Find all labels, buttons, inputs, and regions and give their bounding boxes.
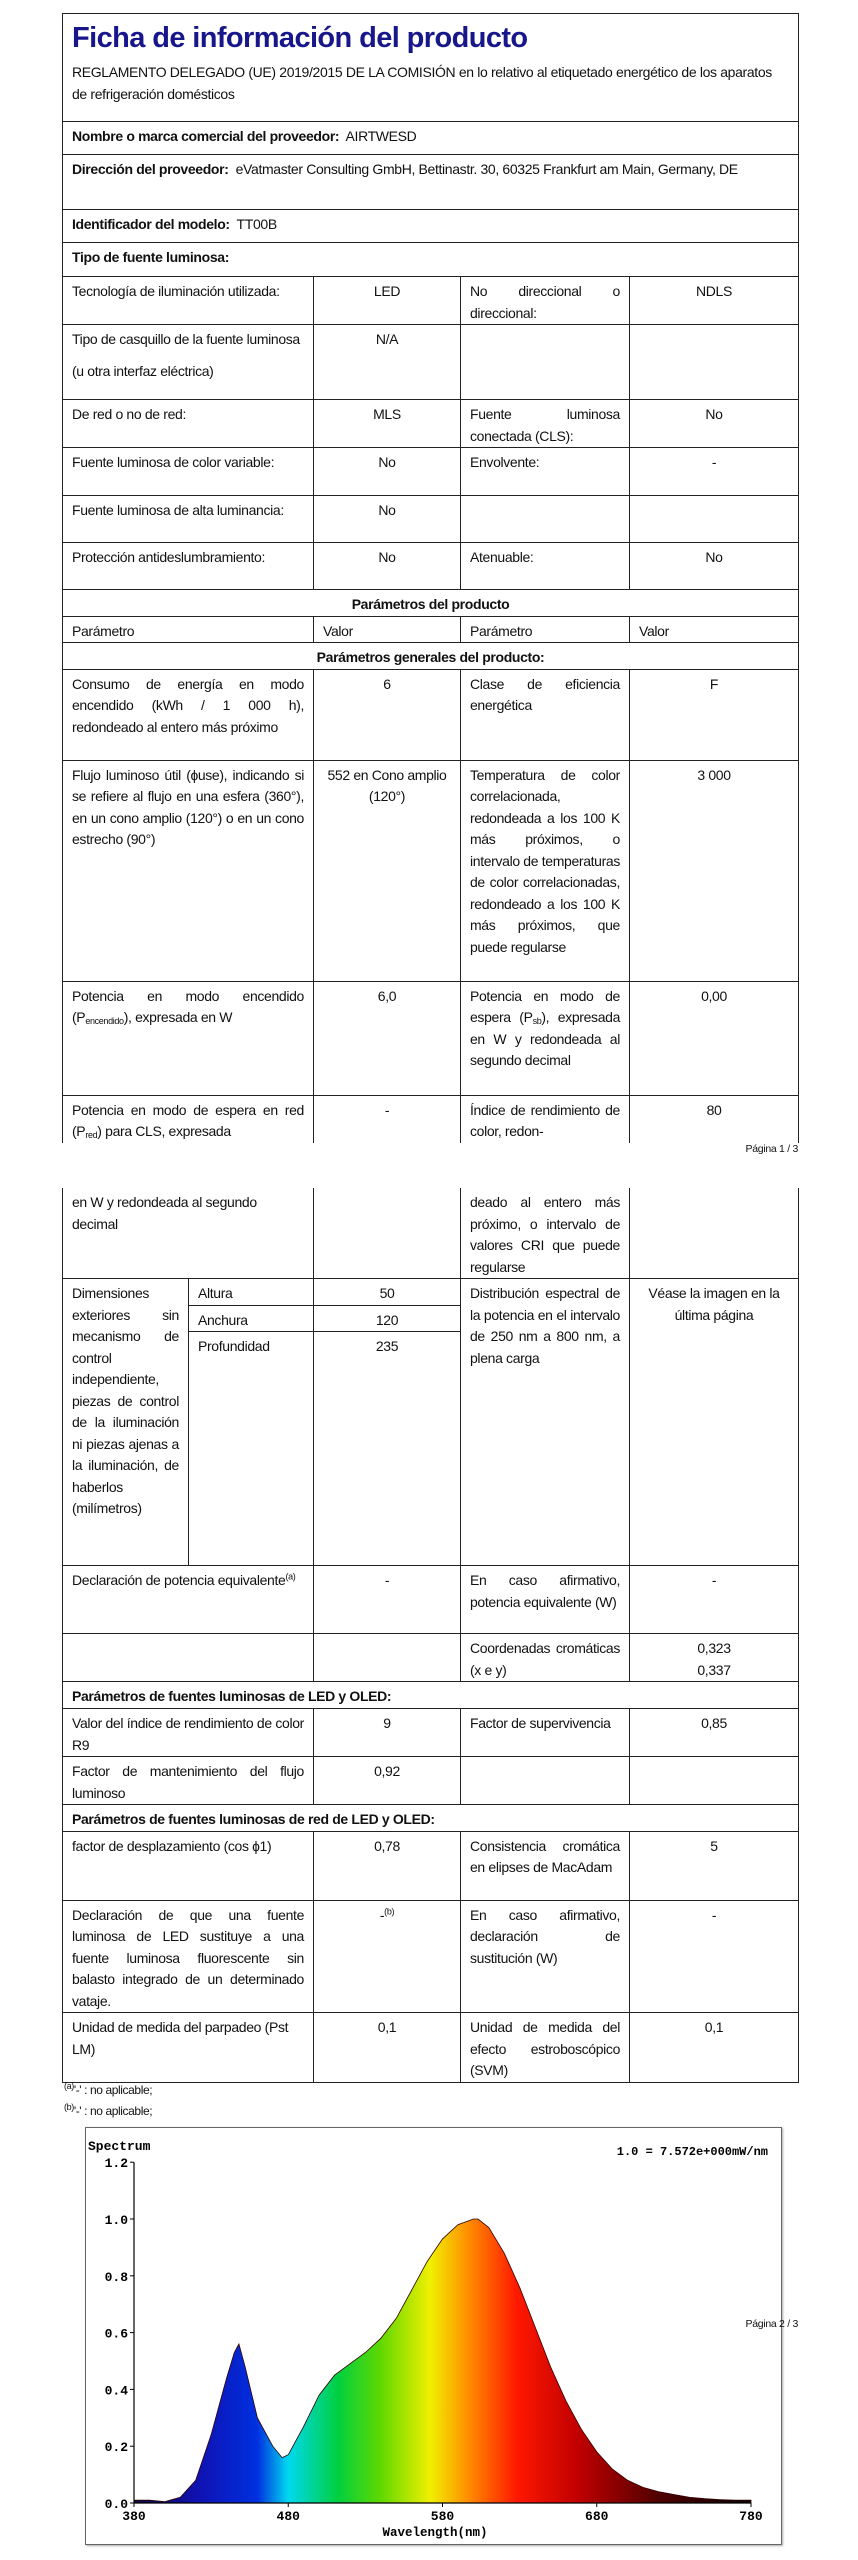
param-value: No: [314, 496, 461, 543]
table-row: [63, 1757, 799, 1805]
param-value: 0,85: [630, 1709, 799, 1757]
dimension-label: Altura: [189, 1279, 314, 1306]
model-row: [63, 210, 799, 243]
model-identifier: TT00B: [236, 216, 277, 232]
param-label: Factor de supervivencia: [461, 1709, 630, 1757]
label-subscript: encendido: [85, 1016, 124, 1026]
param-value: No: [630, 400, 799, 448]
dimension-label: Profundidad: [189, 1332, 314, 1566]
param-label: deado al entero más próximo, o intervalo de valores CRI que puede regularse: [461, 1188, 630, 1279]
column-header: Parámetro: [63, 616, 314, 643]
param-label: Consistencia cromática en elipses de MacAdam: [461, 1831, 630, 1900]
y-tick-label: 0.4: [104, 2383, 128, 2399]
model-label: Identificador del modelo:: [72, 216, 230, 232]
table-row: [63, 448, 799, 496]
param-label: [63, 1095, 314, 1143]
param-value: NDLS: [630, 277, 799, 325]
footnote-ref: (b): [384, 1905, 395, 1916]
param-label: Unidad de medida del efecto estroboscópico (SVM): [461, 2013, 630, 2083]
param-label: Envolvente:: [461, 448, 630, 496]
value-text: -: [379, 1906, 385, 1923]
param-value: F: [630, 669, 799, 760]
empty-cell: [630, 325, 799, 400]
supplier-name: AIRTWESD: [345, 128, 417, 144]
footnote-marker: (a): [64, 2081, 74, 2091]
param-label: Protección antideslumbramiento:: [63, 543, 314, 590]
general-params-heading: Parámetros generales del producto:: [63, 643, 799, 670]
table-row: [63, 1900, 799, 2013]
column-headers: [63, 616, 799, 643]
table-row: [63, 1709, 799, 1757]
param-note: (u otra interfaz eléctrica): [72, 362, 214, 379]
y-tick-label: 0.8: [104, 2269, 128, 2285]
y-tick-label: 1.2: [104, 2156, 128, 2172]
param-label: Unidad de medida del parpadeo (Pst LM): [63, 2013, 314, 2083]
column-header: Valor: [630, 616, 799, 643]
table-row: [63, 1634, 799, 1682]
param-value: 552 en Cono amplio (120°): [314, 760, 461, 981]
param-label: No direccional o direccional:: [461, 277, 630, 325]
empty-cell: [461, 496, 630, 543]
param-label: Coordenadas cromáticas (x e y): [461, 1634, 630, 1682]
param-value: -: [630, 1900, 799, 2013]
param-label: En caso afirmativo, declaración de sustitución (W): [461, 1900, 630, 2013]
label-text: Potencia en modo de espera en red (P: [72, 1101, 304, 1139]
regulation-text: REGLAMENTO DELEGADO (UE) 2019/2015 DE LA COMISIÓN en lo relativo al etiquetado energético de los aparatos de refrigeración domésticos: [72, 64, 772, 102]
param-label: Factor de mantenimiento del flujo luminoso: [63, 1757, 314, 1805]
chart-annotation: 1.0 = 7.572e+000mW/nm: [616, 2145, 768, 2159]
param-value: -: [630, 448, 799, 496]
table-row: [63, 277, 799, 325]
chromaticity-y: 0,337: [697, 1661, 731, 1678]
table-row: [63, 543, 799, 590]
param-value: No: [314, 448, 461, 496]
param-value: Véase la imagen en la última página: [630, 1279, 799, 1566]
spectrum-area: [134, 2219, 751, 2503]
empty-cell: [63, 1634, 314, 1682]
param-label: Distribución espectral de la potencia en el intervalo de 250 nm a 800 nm, a plena carga: [461, 1279, 630, 1566]
y-tick-label: 0.2: [104, 2440, 128, 2456]
page-number: Página 2 / 3: [745, 2318, 798, 2330]
param-label: Fuente luminosa de color variable:: [63, 448, 314, 496]
page-number: Página 1 / 3: [745, 1143, 798, 1155]
param-value: 9: [314, 1709, 461, 1757]
empty-cell: [314, 1188, 461, 1279]
table-row: [63, 1095, 799, 1143]
y-tick-label: 0.6: [104, 2326, 128, 2342]
footnote-text: '-' : no aplicable;: [73, 2083, 153, 2097]
table-row: [63, 496, 799, 543]
y-tick-label: 0.0: [104, 2497, 128, 2512]
param-label: Consumo de energía en modo encendido (kWh / 1 000 h), redondeado al entero más próximo: [63, 669, 314, 760]
param-label: factor de desplazamiento (cos ɸ1): [63, 1831, 314, 1900]
param-value: N/A: [314, 325, 461, 400]
param-label: Índice de rendimiento de color, redon-: [461, 1095, 630, 1143]
param-value: 0,1: [314, 2013, 461, 2083]
table-row: [63, 1188, 799, 1279]
param-label: Tecnología de iluminación utilizada:: [63, 277, 314, 325]
x-tick-label: 480: [276, 2509, 300, 2524]
supplier-address-row: [63, 155, 799, 210]
param-label: Dimensiones exteriores sin mecanismo de control independiente, piezas de control de la iluminación ni piezas ajenas a la iluminación, de haberlos (milímetros): [63, 1279, 189, 1566]
label-text: ), expresada en W: [123, 1009, 233, 1025]
footnote-text: '-' : no aplicable;: [73, 2104, 153, 2118]
param-value: [314, 1900, 461, 2013]
footnote: [64, 2104, 152, 2118]
label-text: Potencia en modo encendido (P: [72, 987, 304, 1025]
table-row: [63, 1279, 799, 1306]
param-label: De red o no de red:: [63, 400, 314, 448]
footnote-marker: (b): [64, 2102, 74, 2112]
table-row: [63, 669, 799, 760]
led-params-heading: Parámetros de fuentes luminosas de LED y OLED:: [63, 1682, 799, 1709]
param-label: Clase de eficiencia energética: [461, 669, 630, 760]
param-label: Flujo luminoso útil (ɸuse), indicando si se refiere al flujo en una esfera (360°), en un cono amplio (120°) o en un cono estrecho (90°): [63, 760, 314, 981]
param-value: 6,0: [314, 981, 461, 1095]
param-label: Fuente luminosa conectada (CLS):: [461, 400, 630, 448]
footnote-ref: (a): [285, 1571, 296, 1582]
param-value: LED: [314, 277, 461, 325]
param-value: 0,1: [630, 2013, 799, 2083]
product-params-heading: Parámetros del producto: [63, 590, 799, 617]
table-row: [63, 1831, 799, 1900]
supplier-name-label: Nombre o marca comercial del proveedor:: [72, 128, 340, 144]
empty-cell: [630, 1188, 799, 1279]
param-value: -: [314, 1095, 461, 1143]
param-value: 0,00: [630, 981, 799, 1095]
spectrum-chart: [85, 2127, 782, 2545]
param-label: Valor del índice de rendimiento de color R9: [63, 1709, 314, 1757]
dimension-value: 120: [314, 1305, 461, 1332]
param-value: [630, 1634, 799, 1682]
chromaticity-x: 0,323: [697, 1640, 731, 1656]
label-text: ) para CLS, expresada: [97, 1123, 231, 1139]
supplier-address-label: Dirección del proveedor:: [72, 161, 229, 177]
product-sheet-page-1: [62, 13, 799, 1143]
empty-cell: [630, 1757, 799, 1805]
chart-title: Spectrum: [88, 2139, 151, 2154]
supplier-name-row: [63, 122, 799, 155]
x-tick-label: 580: [430, 2509, 455, 2524]
footnote: [64, 2083, 152, 2097]
empty-cell: [461, 1757, 630, 1805]
x-tick-label: 380: [122, 2509, 146, 2524]
param-label: [63, 1566, 314, 1634]
param-label: en W y redondeada al segundo decimal: [63, 1188, 314, 1279]
param-label: [63, 981, 314, 1095]
x-axis-label: Wavelength(nm): [382, 2526, 488, 2540]
param-value: 0,92: [314, 1757, 461, 1805]
spectrum-chart-svg: [86, 2128, 781, 2544]
param-label: Atenuable:: [461, 543, 630, 590]
table-row: [63, 325, 799, 400]
label-text: ), expresada en W y redondeada al segundo decimal: [470, 1009, 621, 1068]
param-label: En caso afirmativo, potencia equivalente (W): [461, 1566, 630, 1634]
y-tick-label: 1.0: [104, 2213, 128, 2228]
light-source-type-heading: Tipo de fuente luminosa:: [63, 243, 799, 277]
empty-cell: [461, 325, 630, 400]
param-label: [461, 981, 630, 1095]
column-header: Parámetro: [461, 616, 630, 643]
supplier-address: eVatmaster Consulting GmbH, Bettinastr. 30, 60325 Frankfurt am Main, Germany, DE: [235, 161, 738, 177]
param-value: MLS: [314, 400, 461, 448]
dimension-label: Anchura: [189, 1305, 314, 1332]
param-value: 3 000: [630, 760, 799, 981]
mains-led-params-heading: Parámetros de fuentes luminosas de red de LED y OLED:: [63, 1805, 799, 1832]
product-sheet-page-2: [62, 1188, 799, 2083]
label-text: Declaración de potencia equivalente: [72, 1572, 286, 1588]
dimension-value: 235: [314, 1332, 461, 1566]
param-value: 6: [314, 669, 461, 760]
param-value: -: [630, 1566, 799, 1634]
param-value: 80: [630, 1095, 799, 1143]
page-title: Ficha de información del producto: [72, 22, 528, 54]
x-tick-label: 680: [585, 2509, 609, 2524]
table-row: [63, 981, 799, 1095]
x-tick-label: 780: [739, 2509, 763, 2524]
param-value: No: [314, 543, 461, 590]
param-label: Declaración de que una fuente luminosa de LED sustituye a una fuente luminosa fluorescente sin balasto integrado de un determinado vataje.: [63, 1900, 314, 2013]
column-header: Valor: [314, 616, 461, 643]
table-row: [63, 400, 799, 448]
header-cell: [63, 14, 799, 122]
param-value: -: [314, 1566, 461, 1634]
empty-cell: [314, 1634, 461, 1682]
label-subscript: sb: [532, 1016, 542, 1026]
param-value: No: [630, 543, 799, 590]
table-row: [63, 2013, 799, 2083]
param-label-cell: [63, 325, 314, 400]
label-subscript: red: [85, 1130, 98, 1140]
table-row: [63, 1566, 799, 1634]
param-value: 0,78: [314, 1831, 461, 1900]
empty-cell: [630, 496, 799, 543]
dimension-value: 50: [314, 1279, 461, 1306]
label-text: Potencia en modo de espera (P: [470, 987, 620, 1025]
param-label: Temperatura de color correlacionada, redondeada a los 100 K más próximos, o intervalo de temperaturas de color correlacionadas, redondeado a los 100 K más próximos, que puede regularse: [461, 760, 630, 981]
param-label: Tipo de casquillo de la fuente luminosa: [72, 331, 300, 347]
param-value: 5: [630, 1831, 799, 1900]
param-label: Fuente luminosa de alta luminancia:: [63, 496, 314, 543]
table-row: [63, 760, 799, 981]
